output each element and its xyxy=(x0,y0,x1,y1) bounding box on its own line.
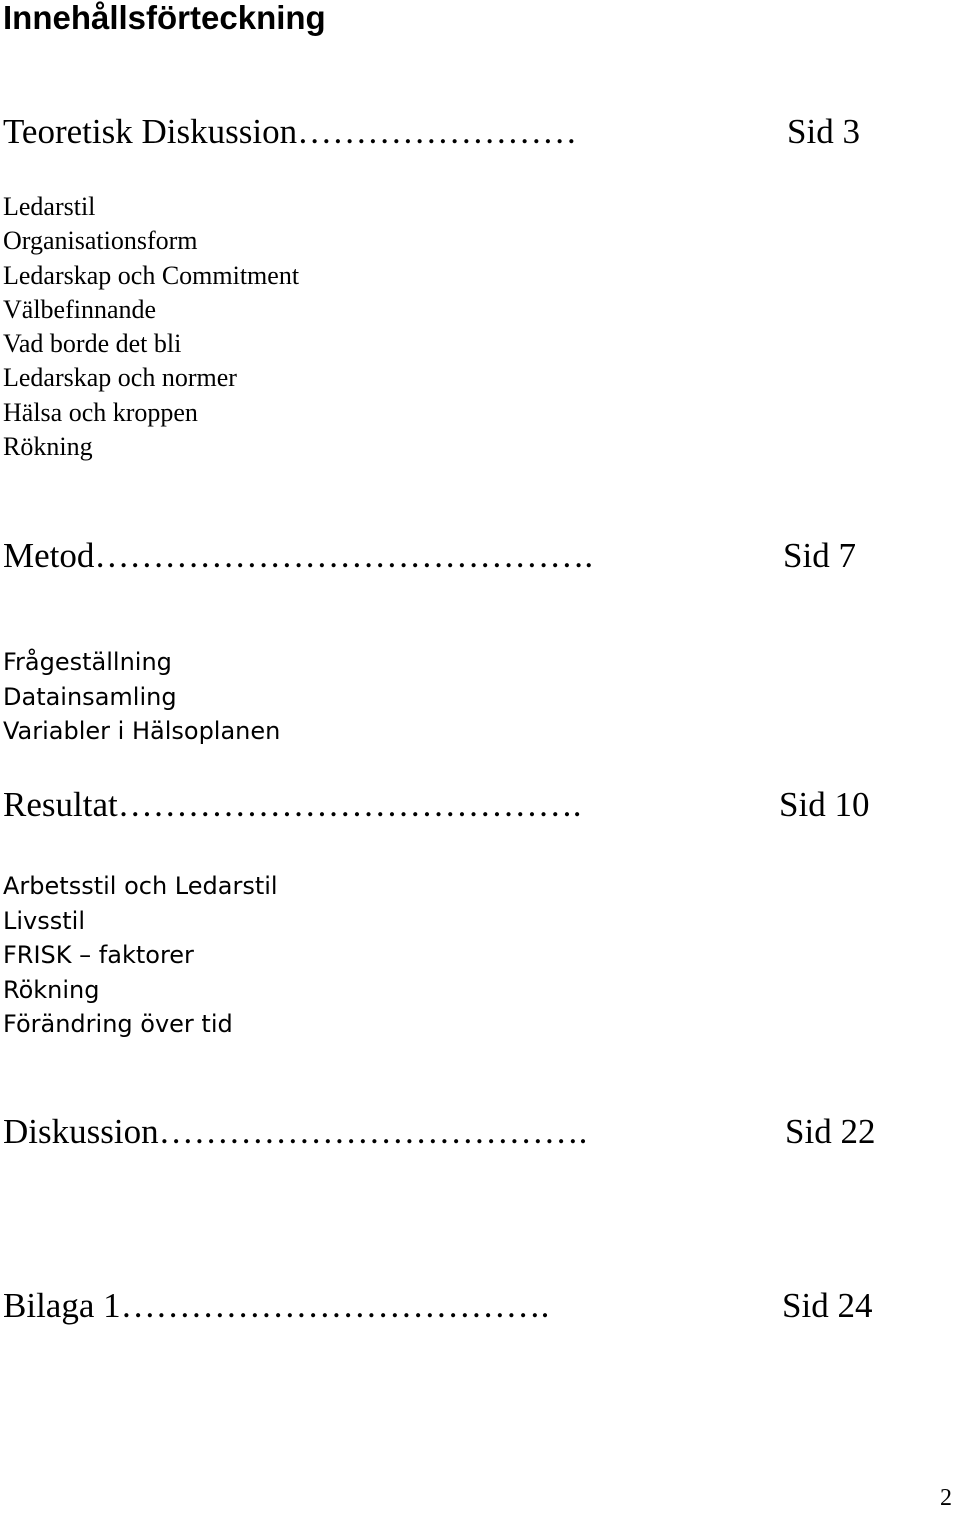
toc-entry-heading: Bilaga 1 xyxy=(3,1286,121,1325)
toc-subitem: Ledarskap och normer xyxy=(3,363,237,393)
toc-leader-dots: …………………… xyxy=(297,112,578,151)
toc-subitems-teoretisk-diskussion xyxy=(3,190,299,464)
toc-entry-page: Sid 7 xyxy=(783,536,856,575)
toc-subitem: Rökning xyxy=(3,975,100,1004)
toc-entry-page: Sid 3 xyxy=(787,112,860,151)
toc-subitem: Rökning xyxy=(3,432,93,462)
toc-subitems-resultat xyxy=(3,869,278,1042)
toc-entry-teoretisk-diskussion xyxy=(3,111,577,153)
toc-leader-dots: ……………………………………. xyxy=(94,536,594,575)
toc-entry-page: Sid 22 xyxy=(785,1112,876,1151)
page-number: 2 xyxy=(940,1485,952,1511)
toc-subitem: Variabler i Hälsoplanen xyxy=(3,717,281,746)
toc-entry-heading: Resultat xyxy=(3,785,118,824)
toc-subitem: FRISK – faktorer xyxy=(3,941,194,970)
toc-subitem: Ledarskap och Commitment xyxy=(3,260,300,290)
toc-subitem: Frågeställning xyxy=(3,648,172,676)
toc-leader-dots: ………………………………. xyxy=(120,1286,550,1325)
toc-subitem: Datainsamling xyxy=(3,682,177,711)
toc-leader-dots: …………………………………. xyxy=(117,785,582,824)
toc-subitem: Arbetsstil och Ledarstil xyxy=(3,872,278,900)
toc-subitem: Organisationsform xyxy=(3,226,198,256)
toc-entry-bilaga-1 xyxy=(3,1285,549,1327)
toc-entry-heading: Teoretisk Diskussion xyxy=(3,112,298,151)
toc-entry-resultat xyxy=(3,784,581,826)
toc-entry-heading: Diskussion xyxy=(3,1112,159,1151)
toc-entry-heading: Metod xyxy=(3,536,95,575)
toc-entry-page: Sid 24 xyxy=(782,1286,873,1325)
toc-leader-dots: ………………………………. xyxy=(158,1112,588,1151)
toc-title: Innehållsförteckning xyxy=(3,0,326,36)
toc-subitem: Livsstil xyxy=(3,906,85,935)
toc-entry-metod xyxy=(3,535,593,577)
toc-subitem: Vad borde det bli xyxy=(3,329,182,359)
toc-subitems-metod xyxy=(3,645,280,749)
toc-entry-diskussion xyxy=(3,1111,587,1153)
toc-subitem: Ledarstil xyxy=(3,192,96,221)
toc-subitem: Välbefinnande xyxy=(3,294,157,324)
toc-subitem: Hälsa och kroppen xyxy=(3,397,198,427)
toc-subitem: Förändring över tid xyxy=(3,1010,233,1039)
toc-entry-page: Sid 10 xyxy=(779,785,870,824)
